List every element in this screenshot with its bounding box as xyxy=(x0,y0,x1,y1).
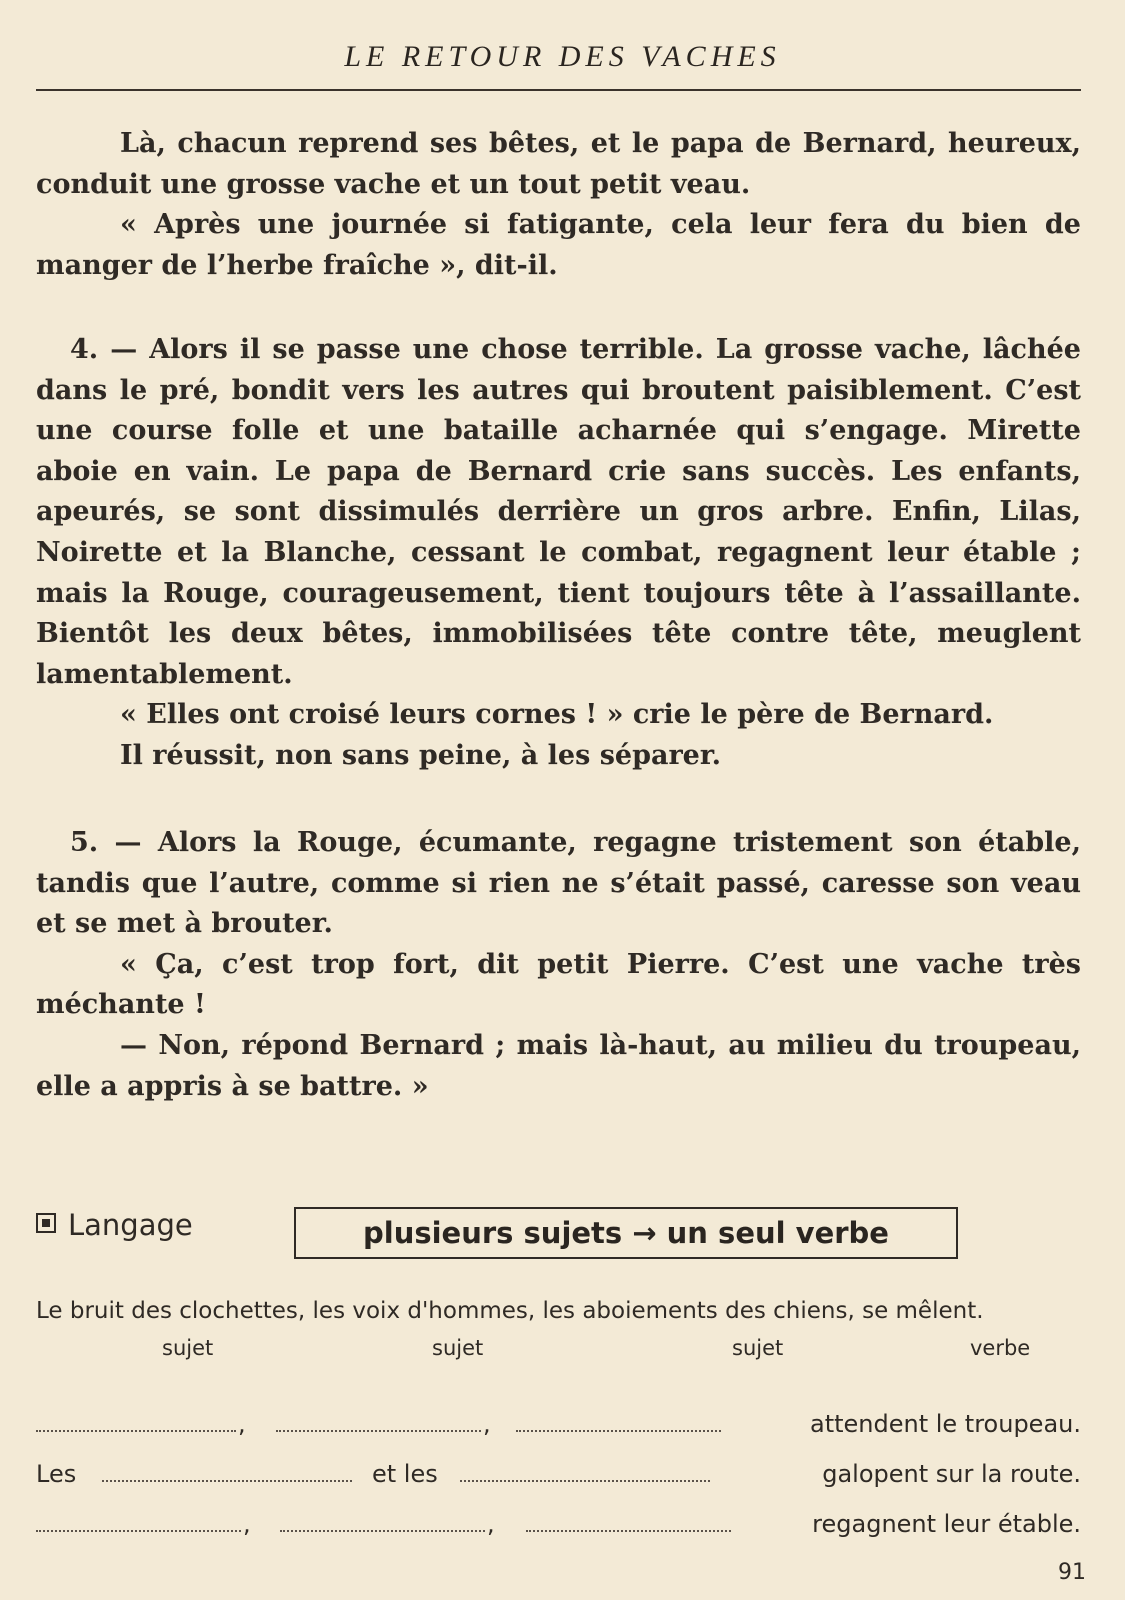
section-5-number: 5. xyxy=(70,827,99,858)
section-5-reply: — Non, répond Bernard ; mais là-haut, au milieu du troupeau, elle a appris à se battre. » xyxy=(36,1029,1081,1102)
page-header-title: LE RETOUR DES VACHES xyxy=(344,40,781,73)
exercise-line-1 xyxy=(36,1406,1081,1442)
example-sentence: Le bruit des clochettes, les voix d'hommes, les aboiements des chiens, se mêlent. xyxy=(36,1298,984,1324)
exercise-line-2-start: Les xyxy=(36,1460,77,1488)
fill-blank[interactable] xyxy=(36,1530,241,1532)
exercise-line-2 xyxy=(36,1456,1081,1492)
fill-blank[interactable] xyxy=(280,1530,485,1532)
section-4-quote: « Elles ont croisé leurs cornes ! » crie le père de Bernard. xyxy=(120,699,994,731)
exercise-line-3-end: regagnent leur étable. xyxy=(812,1510,1081,1538)
exercise-line-2-end: galopent sur la route. xyxy=(822,1460,1081,1488)
comma: , xyxy=(243,1510,251,1538)
header-rule xyxy=(36,89,1081,91)
section-4-number: 4. xyxy=(70,334,99,365)
langage-heading xyxy=(36,1208,193,1242)
section-4-end: Il réussit, non sans peine, à les séparer. xyxy=(120,739,722,771)
role-label-subject-2: sujet xyxy=(432,1336,484,1360)
role-label-subject-3: sujet xyxy=(732,1336,784,1360)
section-5-text xyxy=(36,823,1081,1107)
role-label-subject-1: sujet xyxy=(162,1336,214,1360)
section-3-line2: « Après une journée si fatigante, cela leur fera du bien de manger de l’herbe fraîche », dit-il. xyxy=(36,209,1081,281)
fill-blank[interactable] xyxy=(102,1480,352,1482)
page-number: 91 xyxy=(1058,1560,1086,1585)
grammar-rule-box: plusieurs sujets → un seul verbe xyxy=(294,1207,958,1259)
section-5-quote: « Ça, c’est trop fort, dit petit Pierre. C’est une vache très méchante ! xyxy=(36,948,1081,1021)
square-bullet-icon xyxy=(36,1213,56,1233)
section-3-text xyxy=(36,124,1081,286)
fill-blank[interactable] xyxy=(276,1430,481,1432)
fill-blank[interactable] xyxy=(516,1430,721,1432)
comma: , xyxy=(487,1510,495,1538)
section-4-body: — Alors il se passe une chose terrible. La grosse vache, lâchée dans le pré, bondit vers les autres qui broutent paisiblement. C’est une course folle et une bataille acharnée qui s’engage. Mirette aboie en vain. Le papa de Bernard crie sans succès. Les enfants, apeurés, se sont dissimulés derrière un gros arbre. Enfin, Lilas, Noirette et la Blanche, cessant le combat, regagnent leur étable ; mais la Rouge, courageusement, tient toujours tête à l’assaillante. Bientôt les deux bêtes, immobilisées tête contre tête, meuglent lamentablement. xyxy=(36,334,1081,690)
section-5-body: — Alors la Rouge, écumante, regagne tristement son étable, tandis que l’autre, comme si rien ne s’était passé, caresse son veau et se met à brouter. xyxy=(36,827,1081,940)
comma: , xyxy=(238,1410,246,1438)
role-label-verb: verbe xyxy=(970,1336,1031,1360)
fill-blank[interactable] xyxy=(36,1430,236,1432)
comma: , xyxy=(483,1410,491,1438)
fill-blank[interactable] xyxy=(460,1480,710,1482)
exercise-line-3 xyxy=(36,1506,1081,1542)
fill-blank[interactable] xyxy=(526,1530,731,1532)
section-4-text xyxy=(36,330,1081,777)
langage-label: Langage xyxy=(68,1208,193,1242)
exercise-line-2-middle: et les xyxy=(372,1460,438,1488)
exercise-line-1-end: attendent le troupeau. xyxy=(809,1410,1081,1438)
section-3-line1: Là, chacun reprend ses bêtes, et le papa de Bernard, heureux, conduit une grosse vache et un tout petit veau. xyxy=(36,128,1081,200)
